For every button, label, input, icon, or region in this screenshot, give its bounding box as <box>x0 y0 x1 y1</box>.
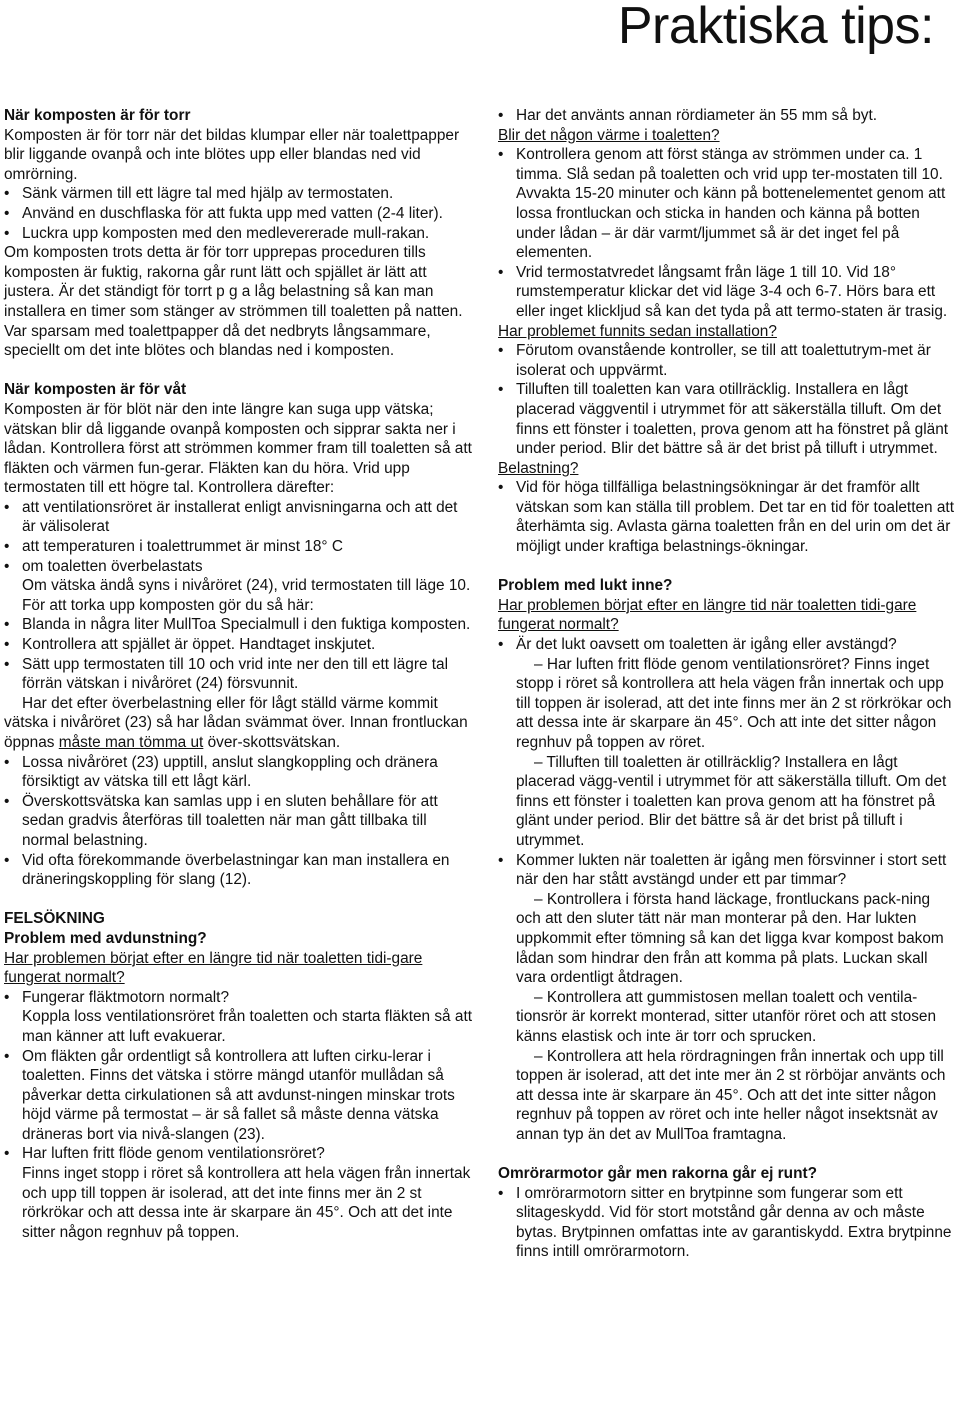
bullet-icon: • <box>498 107 504 124</box>
list-item: • Kontrollera genom att först stänga av strömmen under ca. 1 timma. Slå sedan på toaletten och vrid upp ter-mostaten till 10. Avvakta 15-20 minuter och känn på bottenelementet genom att lossa frontluckan och sticka in handen och känna på botten under lådan – är där varmt/ljummet så är det inget fel på elementen. <box>498 146 946 262</box>
list-item: • om toaletten överbelastats <box>4 557 203 575</box>
bullet-icon: • <box>4 988 10 1006</box>
paragraph: Komposten är för torr när det bildas klumpar eller när toalettpapper blir liggande ovanpå och inte blötes upp eller blandas ned vid omrörning. <box>4 126 460 183</box>
bullet-icon: • <box>498 342 504 360</box>
paragraph: Komposten är för blöt när den inte längre kan suga upp vätska; vätskan blir då liggande ovanpå komposten och sipprar sakta ner i lådan. Kontrollera först att strömmen kommer fram till toaletten så att fläkten och värmen fun-gerar. Fläkten kan du höra. Vrid upp termostaten till ett högre tal. Kontrollera därefter: <box>4 400 472 497</box>
left-column <box>4 106 472 1242</box>
bullet-icon: • <box>498 146 504 164</box>
paragraph: Finns inget stopp i röret så kontrollera att hela vägen från innertak och upp till toppen är isolerad, att det inte finns mer än 2 st rörkrökar och att dessa inte är skarpare än 45°. Och att det inte sitter någon regnhuv på toppen. <box>22 1165 471 1241</box>
bullet-icon: • <box>498 1184 504 1202</box>
list-item: • Fungerar fläktmotorn normalt? <box>4 988 230 1006</box>
bullet-icon: • <box>4 792 10 810</box>
list-item: • att ventilationsröret är installerat enligt anvisningarna och att det är välisolerat <box>4 498 458 536</box>
list-item: • Tilluften till toaletten kan vara otillräcklig. Installera en lågt placerad väggventil i utrymmet för att säkerställa tilluft. Om det finns ett fönster i toaletten, prova genom att ha fönstret på glänt under period. Blir det bättre så är det brist på tilluft i utrymmet. <box>498 381 949 458</box>
section-heading-smell: Problem med lukt inne? <box>498 577 673 595</box>
subsection-question: Har problemen börjat efter en längre tid när toaletten tidi-gare fungerat normalt? <box>498 596 917 634</box>
list-item: • Blanda in några liter MullToa Specialmull i den fuktiga komposten. <box>4 616 471 634</box>
list-item: • Har luften fritt flöde genom ventilationsröret? <box>4 1145 325 1163</box>
paragraph: Koppla loss ventilationsröret från toaletten och starta fläkten så att man känner att luft evakuerar. <box>22 1008 473 1045</box>
section-heading-dry: När komposten är för torr <box>4 107 191 124</box>
list-item: • Sätt upp termostaten till 10 och vrid inte ner den till ett lägre tal förrän vätskan i nivåröret (24) försvunnit. <box>4 655 449 693</box>
dash-item: – Kontrollera att gummistosen mellan toalett och ventila-tionsrör är korrekt monterad, sitter utanför röret och att stosen känns elastisk och inte är torr och sprucken. <box>516 988 937 1045</box>
bullet-icon: • <box>4 224 10 242</box>
paragraph: Om vätska ändå syns i nivåröret (24), vrid termostaten till läge 10. <box>22 577 471 595</box>
list-item: • Är det lukt oavsett om toaletten är igång eller avstängd? <box>498 636 897 654</box>
list-item: • Luckra upp komposten med den medlevererade mull-rakan. <box>4 224 430 242</box>
bullet-icon: • <box>498 636 504 654</box>
bullet-icon: • <box>4 1145 10 1163</box>
dash-item: – Kontrollera att hela rördragningen från innertak och upp till toppen är isolerad, att det inte mer än 2 st rörböjar använts och att dessa inte är skarpare än 45°. Och att det inte sitter någon regnhuv på toppen av röret och inte heller något insektsnät av annan typ än det av MullToa framtagna. <box>516 1047 946 1143</box>
bullet-icon: • <box>4 538 10 556</box>
bullet-icon: • <box>4 204 10 222</box>
bullet-icon: • <box>498 263 504 281</box>
list-item: • Lossa nivåröret (23) upptill, anslut slangkoppling och dränera försiktigt av vätska till ett lågt kärl. <box>4 753 438 791</box>
list-item: • Vid ofta förekommande överbelastningar kan man installera en dräneringskoppling för slang (12). <box>4 851 450 889</box>
bullet-icon: • <box>4 616 10 634</box>
section-heading-wet: När komposten är för våt <box>4 381 187 399</box>
paragraph: Har det efter överbelastning eller för lågt ställd värme kommit vätska i nivåröret (23) så har lådan svämmat över. Innan frontluckan öppnas måste man tömma ut över-skottsvätskan. <box>4 694 468 751</box>
list-item: • Vid för höga tillfälliga belastningsökningar är det framför allt vätskan som kan ställa till problem. Det tar en tid för toaletten att återhämta sig. Avlasta gärna toaletten från en del urin om det är möjligt under kraftiga belastnings-ökningar. <box>498 479 954 556</box>
list-item: • Har det använts annan rördiameter än 55 mm så byt. <box>498 107 878 124</box>
bullet-icon: • <box>498 479 504 497</box>
bullet-icon: • <box>4 1047 10 1065</box>
subsection-question: Har problemen börjat efter en längre tid när toaletten tidi-gare fungerat normalt? <box>4 949 423 987</box>
bullet-icon: • <box>4 185 10 203</box>
list-item: • Kontrollera att spjället är öppet. Handtaget inskjutet. <box>4 636 376 654</box>
section-heading-felsokning: FELSÖKNING <box>4 910 105 928</box>
dash-item: – Har luften fritt flöde genom ventilationsröret? Finns inget stopp i röret så kontrollera att hela vägen från innertak och upp till toppen är isolerad, att det inte finns mer än 2 st rörkrökar och att dessa inte är skarpare än 45°. Och att inte det sitter någon regnhuv på toppen av röret. <box>516 655 952 751</box>
list-item: • Kommer lukten när toaletten är igång men försvinner i stort sett när den har stått avstängd under ett par timmar? <box>498 851 947 889</box>
bullet-icon: • <box>4 655 10 673</box>
bullet-icon: • <box>4 498 10 516</box>
list-item: • Förutom ovanstående kontroller, se till att toalettutrym-met är isolerat och uppvärmt. <box>498 342 931 379</box>
subsection-question: Blir det någon värme i toaletten? <box>498 126 720 144</box>
paragraph: Om komposten trots detta är för torr upprepas proceduren tills komposten är fuktig, rakorna går runt lätt och spjället är lätt att justera. Är det ständigt för torrt p g a låg belastning så kan man installera en timer som stänger av strömmen till toaletten på natten. Var sparsam med toalettpapper då det nedbryts långsammare, speciellt om det inte blötes och blandas ned i komposten. <box>4 244 463 360</box>
subsection-heading: Problem med avdunstning? <box>4 929 207 947</box>
list-item: • I omrörarmotorn sitter en brytpinne som fungerar som ett slitageskydd. Vid för stort motstånd går denna av och måste bytas. Brytpinnen omfattas inte av garantiskydd. Extra brytpinne finns intill omrörarmotorn. <box>498 1184 952 1261</box>
bullet-icon: • <box>498 381 504 399</box>
right-column <box>498 106 958 1262</box>
bullet-icon: • <box>4 851 10 869</box>
subsection-question: Har problemet funnits sedan installation? <box>498 322 777 340</box>
bullet-icon: • <box>4 557 10 575</box>
list-item: • att temperaturen i toalettrummet är minst 18° C <box>4 538 343 556</box>
section-heading-motor: Omrörarmotor går men rakorna går ej runt? <box>498 1165 818 1183</box>
dash-item: – Tilluften till toaletten är otillräcklig? Installera en lågt placerad vägg-ventil i utrymmet för att säkerställa tilluft. Om det finns ett fönster i toaletten kan prova genom att ha fönstret på glänt under period. Blir det bättre så är det brist på tilluft i utrymmet. <box>516 753 947 849</box>
bullet-icon: • <box>4 636 10 654</box>
paragraph: För att torka upp komposten gör du så här: <box>22 596 314 614</box>
subsection-question: Belastning? <box>498 459 579 477</box>
page-title: Praktiska tips: <box>617 0 934 55</box>
bullet-icon: • <box>4 753 10 771</box>
list-item: • Om fläkten går ordentligt så kontrollera att luften cirku-lerar i toaletten. Finns det vätska i större mängd utanför mullådan så påverkar detta cirkulationen så att avdunst-ningen minskar trots höjd värme på termostat – är så fallet så måste denna vätska dräneras bort via nivå-slangen (23). <box>4 1047 455 1143</box>
list-item: • Vrid termostatvredet långsamt från läge 1 till 10. Vid 18° rumstemperatur klickar det vid läge 3-4 och 6-7. Hörs bara ett eller inget klickljud så kan det tyda på att termo-staten är trasig. <box>498 263 948 320</box>
list-item: • Använd en duschflaska för att fukta upp med vatten (2-4 liter). <box>4 204 443 222</box>
list-item: • Överskottsvätska kan samlas upp i en sluten behållare för att sedan gradvis återföras till toaletten när man gått tillbaka till normal belastning. <box>4 792 438 849</box>
list-item: • Sänk värmen till ett lägre tal med hjälp av termostaten. <box>4 185 394 203</box>
bullet-icon: • <box>498 851 504 869</box>
dash-item: – Kontrollera i första hand läckage, frontluckans pack-ning och att den sluter tätt när man monterar på den. Har lukten uppkommit efter tömning så kan det ligga kvar kompost bakom lådan som hindrar den från att komma på plats. Luckan skall vara ordentligt åtdragen. <box>516 890 944 987</box>
